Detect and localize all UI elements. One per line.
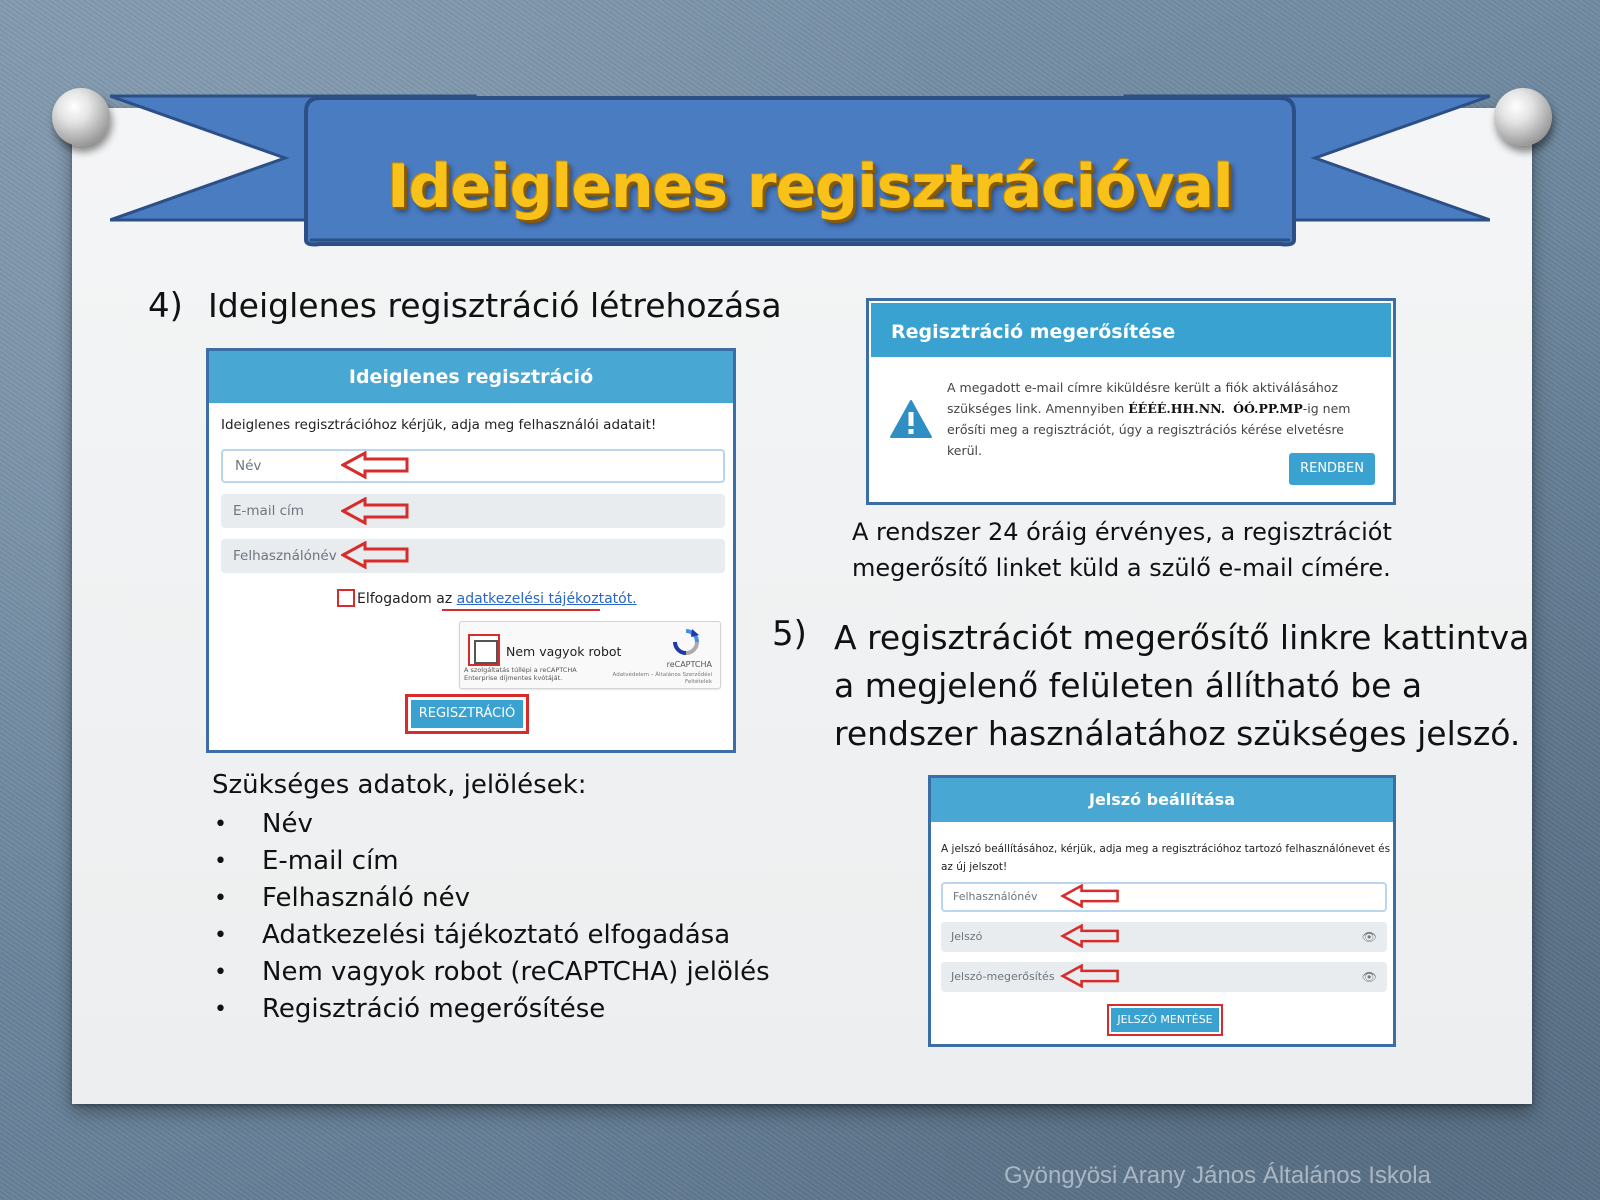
save-password-button-highlight: [1107, 1004, 1223, 1036]
link-highlight-underline: [442, 609, 600, 611]
message-text: -ig nem erősíti meg a regisztrációt, úgy a regisztrációs kérése elvetésre kerül.: [947, 401, 1351, 458]
password-confirm-placeholder: Jelszó-megerősítés: [951, 970, 1055, 983]
bullet: •: [214, 849, 227, 874]
pushpin-right: [1494, 88, 1552, 146]
list-item-text: Név: [262, 809, 313, 839]
step4-heading: Ideiglenes regisztráció létrehozása: [208, 286, 782, 325]
bullet: •: [214, 997, 227, 1022]
password-confirm-input[interactable]: [941, 962, 1387, 992]
step5-number: 5): [772, 614, 807, 654]
list-item: [212, 806, 770, 843]
recaptcha-brand: reCAPTCHA: [666, 660, 712, 669]
list-item: [212, 880, 770, 917]
eye-icon[interactable]: 👁: [1361, 970, 1377, 984]
email-input[interactable]: E-mail cím: [221, 494, 725, 528]
recaptcha-checkbox[interactable]: [468, 634, 500, 666]
bullet: •: [214, 886, 227, 911]
confirmation-dialog-title: Regisztráció megerősítése: [869, 301, 1393, 359]
consent-prefix: Elfogadom az: [357, 591, 453, 607]
red-arrow-icon: [1059, 924, 1123, 948]
ok-button[interactable]: RENDBEN: [1289, 453, 1375, 485]
warning-triangle-icon: [889, 399, 933, 439]
deadline-date: ÉÉÉÉ.HH.NN.: [1128, 401, 1226, 416]
username-input[interactable]: Felhasználónév: [941, 882, 1387, 912]
username-input[interactable]: Felhasználónév: [221, 539, 725, 573]
password-window: [928, 775, 1396, 1047]
consent-row: [337, 589, 637, 607]
password-input[interactable]: [941, 922, 1387, 952]
pushpin-left: [52, 88, 110, 146]
confirmation-caption: [852, 514, 1392, 586]
list-item-text: Nem vagyok robot (reCAPTCHA) jelölés: [262, 957, 770, 987]
recaptcha-logo-icon: [672, 628, 700, 656]
requirements-list: [212, 806, 770, 1028]
registration-intro: Ideiglenes regisztrációhoz kérjük, adja meg felhasználói adatait!: [221, 417, 657, 433]
list-item-text: Felhasználó név: [262, 883, 471, 913]
step5-line: rendszer használatához szükséges jelszó.: [834, 714, 1521, 753]
save-password-button[interactable]: JELSZÓ MENTÉSE: [1111, 1008, 1219, 1032]
bullet: •: [214, 812, 227, 837]
confirmation-message: [947, 377, 1377, 461]
register-button[interactable]: REGISZTRÁCIÓ: [411, 700, 523, 728]
recaptcha-label: Nem vagyok robot: [506, 644, 622, 659]
step4-number: 4): [148, 286, 183, 326]
step5-line: a megjelenő felületen állítható be a: [834, 666, 1423, 705]
red-arrow-icon: [1059, 964, 1123, 988]
recaptcha-quota-note: A szolgáltatás túllépi a reCAPTCHA Enterprise díjmentes kvótáját.: [464, 666, 577, 682]
red-arrow-icon: [341, 541, 411, 569]
registration-window: [206, 348, 736, 753]
footer-school-name: Gyöngyösi Arany János Általános Iskola: [1004, 1162, 1431, 1189]
list-item-text: Adatkezelési tájékoztató elfogadása: [262, 920, 731, 950]
confirmation-dialog: [866, 298, 1396, 505]
deadline-time: ÓÓ.PP.MP: [1233, 401, 1303, 416]
password-intro: A jelszó beállításához, kérjük, adja meg a regisztrációhoz tartozó felhasználónevet és az új jelszot!: [941, 843, 1391, 873]
registration-window-title: Ideiglenes regisztráció: [209, 351, 733, 403]
consent-checkbox[interactable]: [337, 589, 355, 607]
password-placeholder: Jelszó: [951, 930, 983, 943]
red-arrow-icon: [341, 451, 411, 479]
red-arrow-icon: [1059, 884, 1123, 908]
red-arrow-icon: [341, 497, 411, 525]
caption-line: megerősítő linket küld a szülő e-mail címére.: [852, 554, 1391, 582]
step5-line: A regisztrációt megerősítő linkre kattintva: [834, 618, 1530, 657]
password-window-title: Jelszó beállítása: [931, 778, 1393, 822]
slide-title: Ideiglenes regisztrációval: [387, 152, 1233, 222]
list-item: [212, 843, 770, 880]
privacy-policy-link[interactable]: adatkezelési tájékoztatót.: [456, 591, 637, 607]
list-item: [212, 917, 770, 954]
eye-icon[interactable]: 👁: [1361, 930, 1377, 944]
bullet: •: [214, 960, 227, 985]
list-item: [212, 954, 770, 991]
list-item: [212, 991, 770, 1028]
recaptcha-widget: [459, 621, 721, 689]
caption-line: A rendszer 24 óráig érvényes, a regisztrációt: [852, 518, 1392, 546]
message-text: A megadott e-mail címre kiküldésre került a fiók aktiválásához szükséges link. Amennyiben: [947, 380, 1339, 416]
register-button-highlight: [405, 694, 529, 734]
name-input[interactable]: Név: [221, 449, 725, 483]
step5-text: [834, 614, 1529, 758]
bullet: •: [214, 923, 227, 948]
recaptcha-terms: Adatvédelem – Általános Szerződési Feltételek: [612, 672, 712, 685]
requirements-title: Szükséges adatok, jelölések:: [212, 770, 587, 800]
list-item-text: Regisztráció megerősítése: [262, 994, 606, 1024]
list-item-text: E-mail cím: [262, 846, 399, 876]
